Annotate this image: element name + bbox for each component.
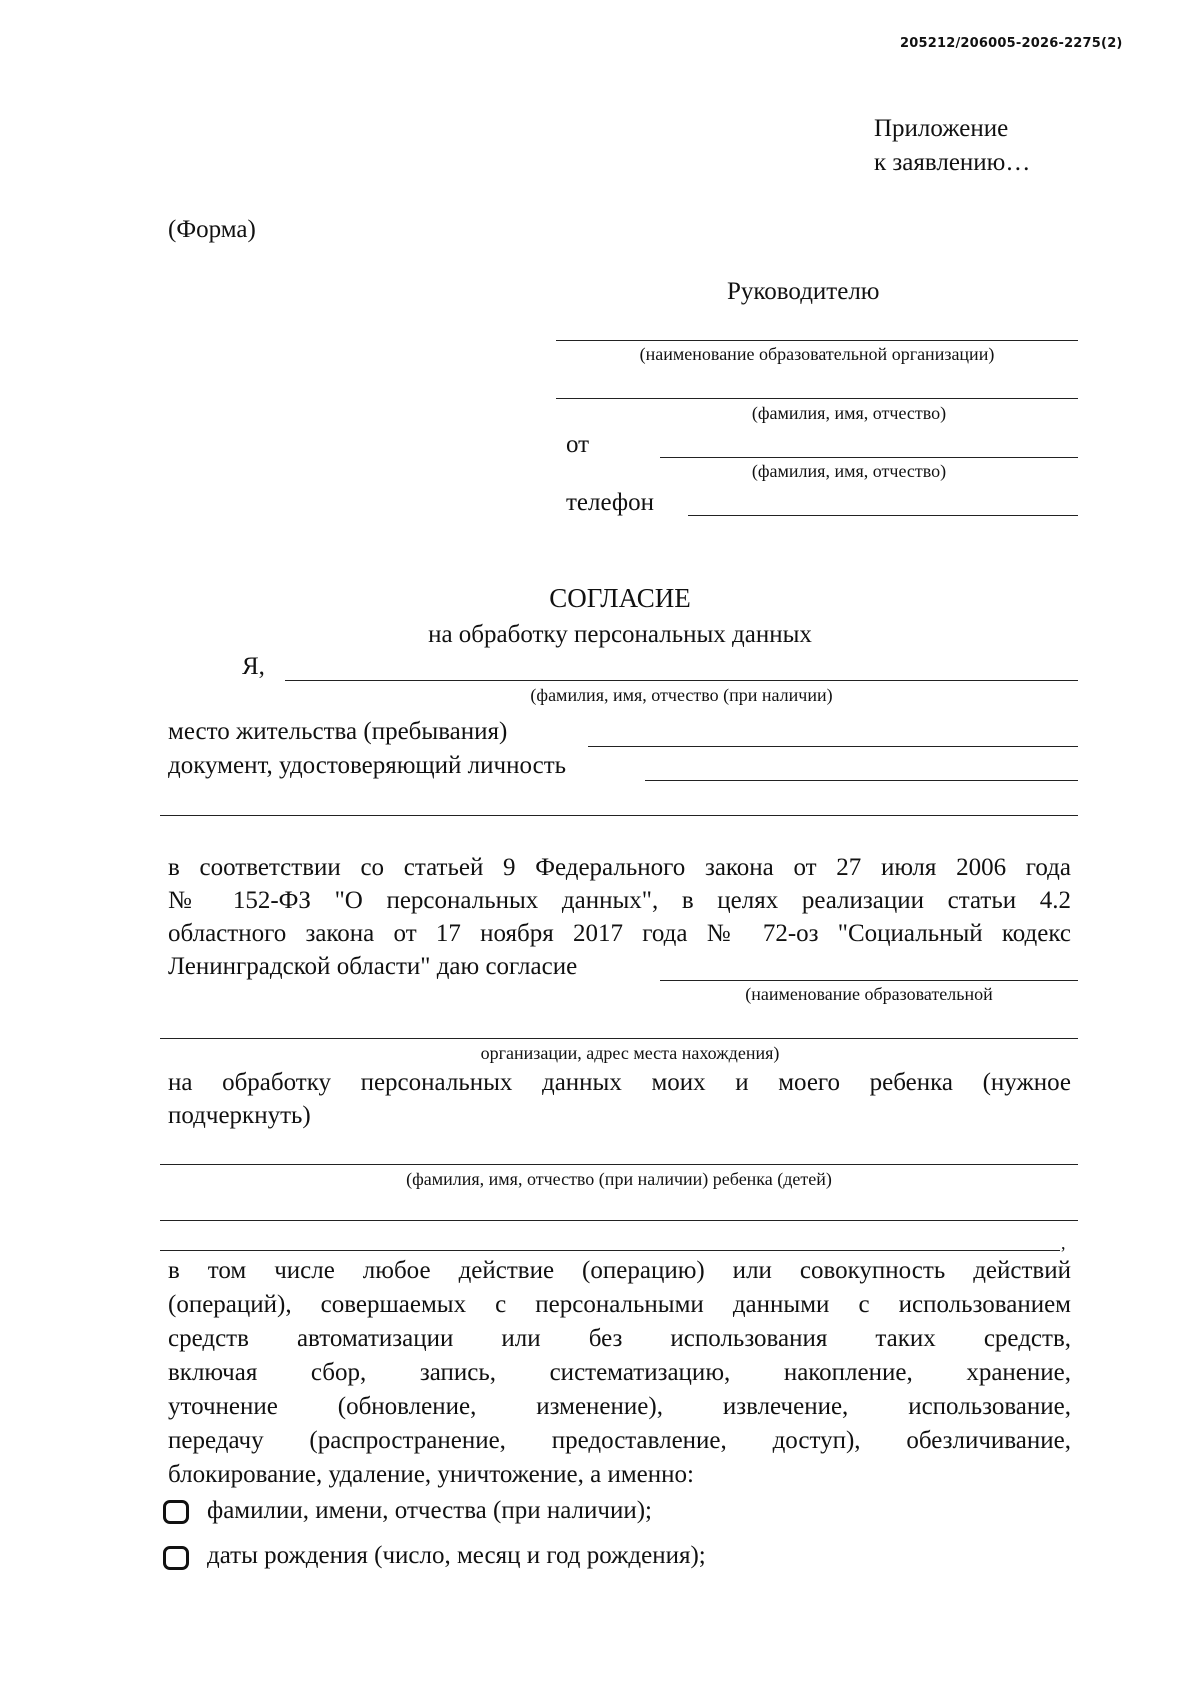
consent-subject-line: подчеркнуть) xyxy=(168,1102,311,1129)
law-paragraph-line: в соответствии со статьей 9 Федерального закона от 27 июля 2006 года xyxy=(168,854,1071,881)
document-subtitle: на обработку персональных данных xyxy=(428,621,812,648)
actions-paragraph-line: в том числе любое действие (операцию) или совокупность действий xyxy=(168,1257,1071,1284)
from-label: от xyxy=(566,431,590,458)
addressee-title: Руководителю xyxy=(727,278,880,305)
id-document-label: документ, удостоверяющий личность xyxy=(168,752,567,779)
actions-paragraph-line: уточнение (обновление, изменение), извлечение, использование, xyxy=(168,1393,1071,1420)
checklist-label: даты рождения (число, месяц и год рождения); xyxy=(207,1542,706,1569)
applicant-i-label: Я, xyxy=(242,653,265,680)
appendix-line-2: к заявлению… xyxy=(874,149,1031,176)
consent-subject-line: на обработку персональных данных моих и моего ребенка (нужное xyxy=(168,1069,1071,1096)
org-address-line[interactable] xyxy=(160,1038,1078,1039)
org-name-line[interactable] xyxy=(556,340,1078,341)
parent-fio-line-1[interactable] xyxy=(556,398,1078,399)
org-consent-line[interactable] xyxy=(660,980,1078,981)
parent-fio-caption-2: (фамилия, имя, отчество) xyxy=(751,461,947,481)
actions-paragraph-line: передачу (распространение, предоставление, доступ), обезличивание, xyxy=(168,1427,1071,1454)
actions-paragraph-line: включая сбор, запись, систематизацию, накопление, хранение, xyxy=(168,1359,1071,1386)
actions-paragraph-line: средств автоматизации или без использования таких средств, xyxy=(168,1325,1071,1352)
id-document-line[interactable] xyxy=(645,780,1078,781)
residence-line[interactable] xyxy=(588,746,1078,747)
child-fio-caption: (фамилия, имя, отчество (при наличии) ребенка (детей) xyxy=(406,1169,832,1189)
trailing-comma: , xyxy=(1061,1233,1066,1253)
actions-paragraph-line: (операций), совершаемых с персональными данными с использованием xyxy=(168,1291,1071,1318)
org-name-caption: (наименование образовательной организации) xyxy=(639,344,995,364)
child-fio-line-2[interactable] xyxy=(160,1220,1078,1221)
checklist-label: фамилии, имени, отчества (при наличии); xyxy=(207,1497,652,1524)
org-consent-caption-2: организации, адрес места нахождения) xyxy=(480,1043,780,1063)
phone-line[interactable] xyxy=(688,515,1078,516)
parent-fio-caption-1: (фамилия, имя, отчество) xyxy=(751,403,947,423)
document-title: СОГЛАСИЕ xyxy=(549,583,691,613)
residence-label: место жительства (пребывания) xyxy=(168,718,508,745)
document-number: 205212/206005-2026-2275(2) xyxy=(900,36,1123,51)
appendix-line-1: Приложение xyxy=(874,115,1009,142)
parent-fio-line-2[interactable] xyxy=(660,457,1078,458)
child-fio-line-1[interactable] xyxy=(160,1164,1078,1165)
checkbox[interactable] xyxy=(163,1500,189,1524)
actions-paragraph-line: блокирование, удаление, уничтожение, а именно: xyxy=(168,1461,694,1488)
law-paragraph-line: Ленинградской области" даю согласие xyxy=(168,953,578,980)
child-fio-line-3[interactable] xyxy=(160,1250,1060,1251)
form-label: (Форма) xyxy=(168,216,256,243)
law-paragraph-line: областного закона от 17 ноября 2017 года № 72-оз "Социальный кодекс xyxy=(168,920,1071,947)
checkbox[interactable] xyxy=(163,1546,189,1570)
id-document-line-2[interactable] xyxy=(160,815,1078,816)
applicant-fio-caption: (фамилия, имя, отчество (при наличии) xyxy=(530,685,833,705)
org-consent-caption-1: (наименование образовательной xyxy=(745,984,993,1004)
law-paragraph-line: № 152-ФЗ "О персональных данных", в целях реализации статьи 4.2 xyxy=(168,887,1071,914)
applicant-fio-line[interactable] xyxy=(285,680,1078,681)
phone-label: телефон xyxy=(566,489,654,516)
